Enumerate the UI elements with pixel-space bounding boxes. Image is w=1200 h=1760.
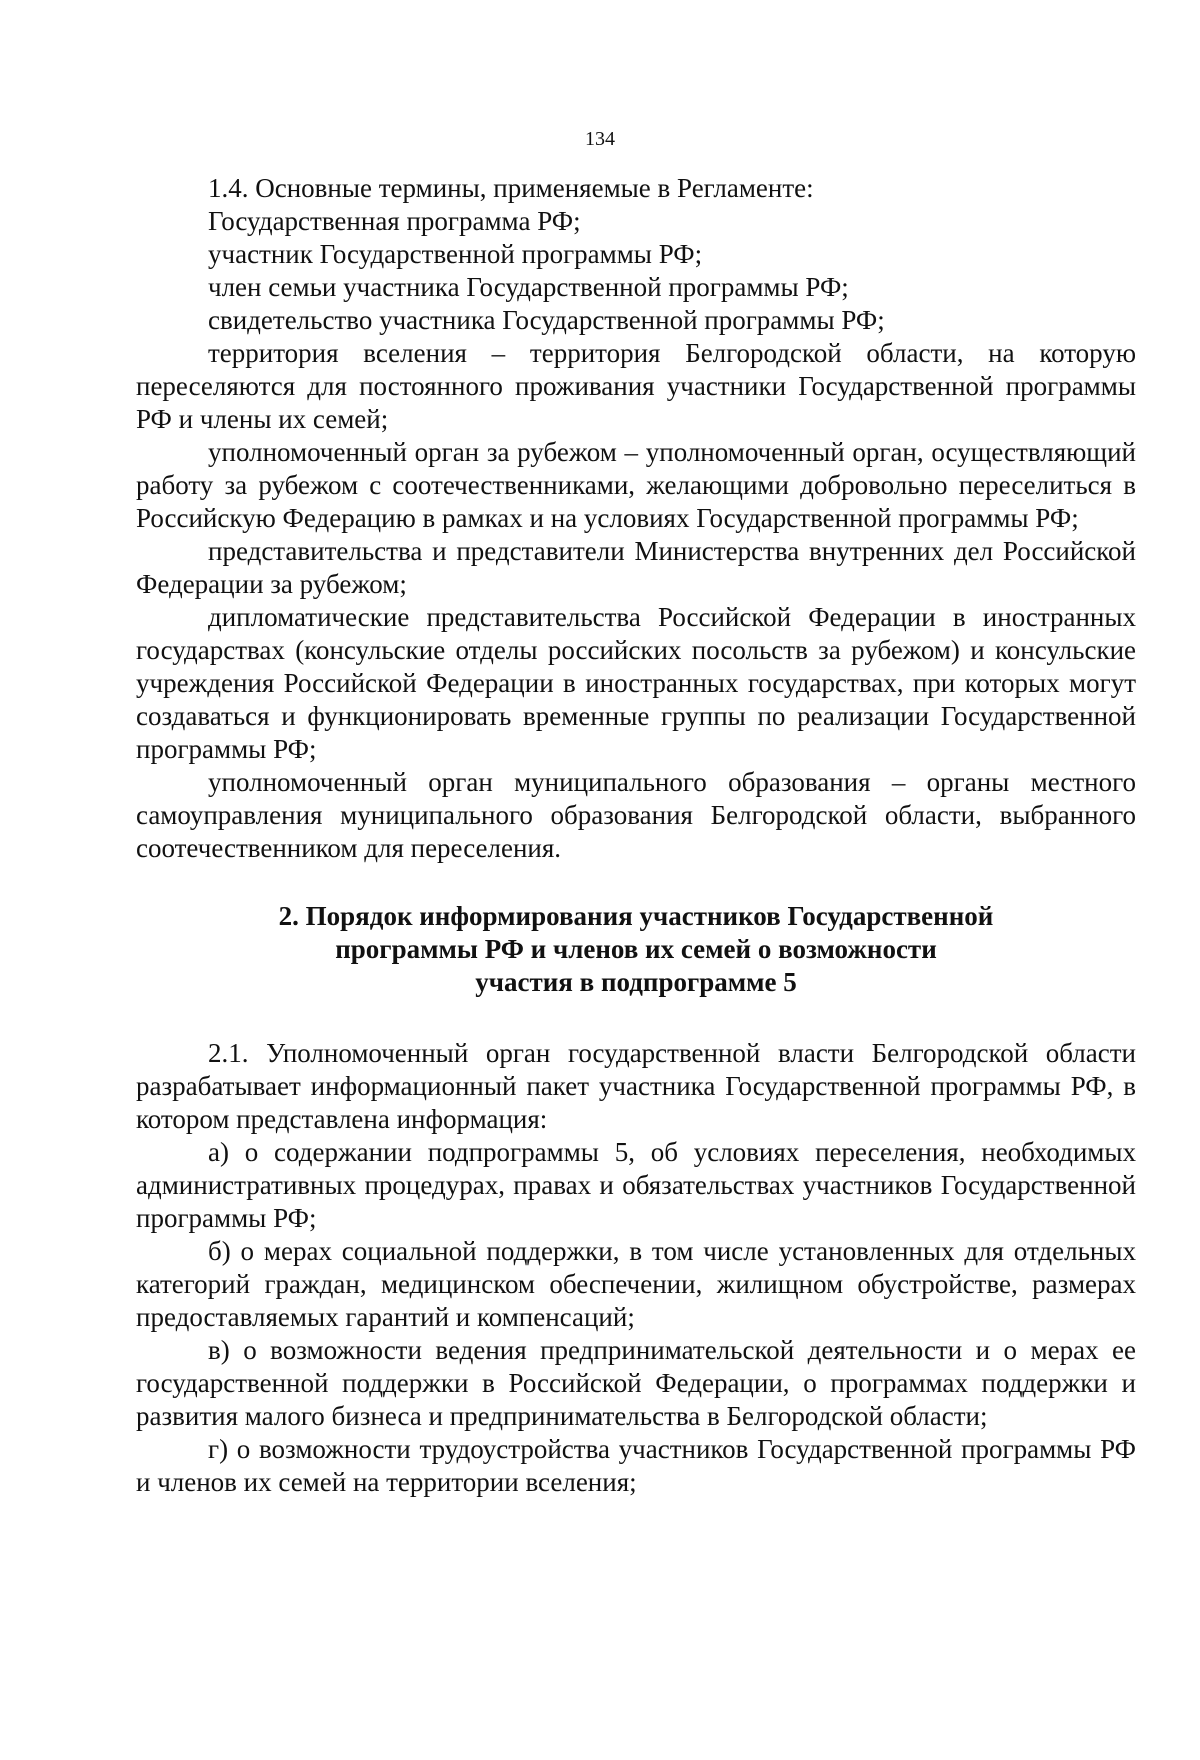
- document-body: [136, 172, 1136, 1499]
- paragraph: уполномоченный орган муниципального образования – органы местного самоуправления муниципального образования Белгородской области, выбранного соотечественником для переселения.: [136, 767, 1136, 863]
- heading-line: участия в подпрограмме 5: [475, 967, 797, 997]
- paragraph: г) о возможности трудоустройства участников Государственной программы РФ и членов их семей на территории вселения;: [136, 1434, 1136, 1497]
- paragraph: б) о мерах социальной поддержки, в том числе установленных для отдельных категорий граждан, медицинском обеспечении, жилищном обустройстве, размерах предоставляемых гарантий и компенсаций;: [136, 1236, 1136, 1332]
- paragraph: свидетельство участника Государственной программы РФ;: [208, 305, 885, 335]
- section-1-terms: [136, 172, 1136, 865]
- page-number: 134: [585, 128, 615, 150]
- paragraph: в) о возможности ведения предпринимательской деятельности и о мерах ее государственной поддержки в Российской Федерации, о программах поддержки и развития малого бизнеса и предпринимательства в Белгородской области;: [136, 1335, 1136, 1431]
- heading-line: программы РФ и членов их семей о возможности: [335, 934, 937, 964]
- paragraph: представительства и представители Министерства внутренних дел Российской Федерации за рубежом;: [136, 536, 1136, 599]
- paragraph: территория вселения – территория Белгородской области, на которую переселяются для постоянного проживания участники Государственной программы РФ и члены их семей;: [136, 338, 1136, 434]
- paragraph: 1.4. Основные термины, применяемые в Регламенте:: [208, 173, 814, 203]
- paragraph: а) о содержании подпрограммы 5, об условиях переселения, необходимых административных процедурах, правах и обязательствах участников Государственной программы РФ;: [136, 1137, 1136, 1233]
- paragraph: 2.1. Уполномоченный орган государственной власти Белгородской области разрабатывает информационный пакет участника Государственной программы РФ, в котором представлена информация:: [136, 1038, 1136, 1134]
- section-2-heading: [136, 900, 1136, 999]
- paragraph: участник Государственной программы РФ;: [208, 239, 703, 269]
- heading-line: 2. Порядок информирования участников Государственной: [278, 901, 994, 931]
- section-2-body: [136, 1037, 1136, 1499]
- paragraph: Государственная программа РФ;: [208, 206, 581, 236]
- paragraph: уполномоченный орган за рубежом – уполномоченный орган, осуществляющий работу за рубежом с соотечественниками, желающими добровольно переселиться в Российскую Федерацию в рамках и на условиях Государственной программы РФ;: [136, 437, 1136, 533]
- paragraph: дипломатические представительства Российской Федерации в иностранных государствах (консульские отделы российских посольств за рубежом) и консульские учреждения Российской Федерации в иностранных государствах, при которых могут создаваться и функционировать временные группы по реализации Государственной программы РФ;: [136, 602, 1136, 764]
- paragraph: член семьи участника Государственной программы РФ;: [208, 272, 849, 302]
